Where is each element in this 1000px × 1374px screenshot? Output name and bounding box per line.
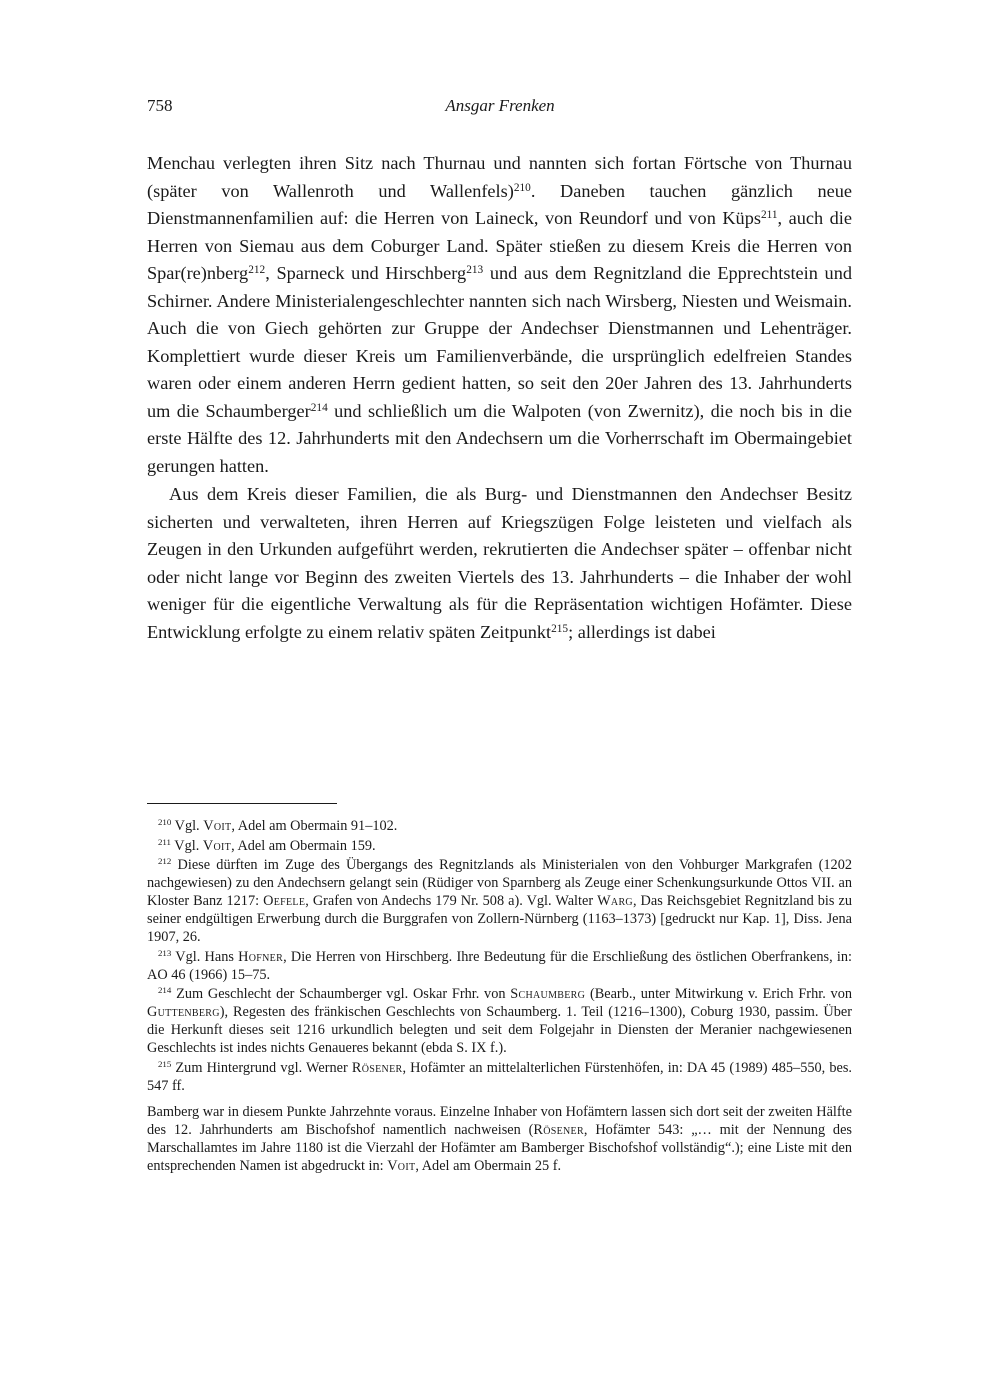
footnote-text: , Hofämter 543: „… mit der Nennung des Marschallamtes im Jahre 1180 ist die Vierzahl der Hofämter am Bamberger Bischofshof vollständig“.); eine Liste mit den entsprechenden Namen ist abgedruckt in: — [147, 1121, 852, 1174]
footnote-ref-215[interactable]: 215 — [551, 622, 569, 635]
footnotes — [147, 817, 852, 1176]
footnote-ref-214[interactable]: 214 — [310, 401, 328, 414]
footnote-ref-211[interactable]: 211 — [760, 208, 778, 221]
text-segment: ; allerdings ist dabei — [568, 621, 716, 642]
text-segment: und aus dem Regnitzland die Epprechtstein und Schirner. Andere Ministerialengeschlechter nannten sich nach Wirsberg, Niesten und Weismain. Auch die von Giech gehörten zur Gruppe der Andechser Dienstmannen und Lehenträger. Komplettiert wurde dieser Kreis um Familienverbände, die ursprünglich edelfreien Standes waren oder einem anderen Herrn gedient hatten, so seit den 20er Jahren des 13. Jahrhunderts um die Schaumberger — [147, 263, 852, 421]
text-segment: und schließlich um die Walpoten (von Zwernitz), die noch bis in die erste Hälfte des 12. Jahrhunderts mit den Andechsern um die Vorherrschaft im Obermaingebiet gerungen hatten. — [147, 400, 852, 476]
footnote-214 — [147, 985, 852, 1057]
author-name: Rösener — [351, 1059, 403, 1076]
footnote-ref-210[interactable]: 210 — [513, 181, 531, 194]
author-name: Voit — [202, 837, 232, 854]
footnote-text: , Hofämter an mittelalterlichen Fürstenhöfen, in: DA 45 (1989) 485–550, bes. 547 ff. — [147, 1059, 853, 1094]
footnote-ref-213[interactable]: 213 — [466, 263, 484, 276]
footnote-215 — [147, 1059, 852, 1095]
paragraph-2 — [147, 481, 852, 646]
footnote-text: , Adel am Obermain 159. — [231, 837, 376, 854]
text-segment: , auch die Herren von Siemau aus dem Coburger Land. Später stießen zu diesem Kreis die Herren von Spar(re)nberg — [147, 208, 852, 283]
text-segment: , Sparneck und Hirschberg — [265, 263, 467, 283]
footnote-text: , Adel am Obermain 25 f. — [415, 1157, 562, 1174]
footnote-text: (Bearb., unter Mitwirkung v. Erich Frhr. von — [585, 986, 852, 1002]
footnote-text: , Adel am Obermain 91–102. — [231, 818, 398, 834]
footnote-text: Zum Geschlecht der Schaumberger vgl. Oskar Frhr. von — [171, 986, 511, 1002]
footnote-212 — [147, 856, 852, 946]
footnote-separator — [147, 803, 337, 804]
text-segment: Aus dem Kreis dieser Familien, die als Burg- und Dienstmannen den Andechser Besitz sicherten und verwalteten, ihren Herren auf Kriegszügen Folge leisteten und vielfach als Zeugen in den Urkunden aufgeführt werden, rekrutierten die Andechser später – offenbar nicht oder nicht lange vor Beginn des zweiten Viertels des 13. Jahrhunderts – die Inhaber der wohl weniger für die eigentliche Verwaltung als für die Repräsentation wichtigen Hofämter. Diese Entwicklung erfolgte zu einem relativ späten Zeitpunkt — [147, 484, 852, 642]
footnote-number: 210 — [158, 817, 172, 828]
footnote-number: 215 — [158, 1058, 172, 1069]
footnote-text: Bamberg war in diesem Punkte Jahrzehnte voraus. Einzelne Inhaber von Hofämtern lassen sich dort seit der zweiten Hälfte des 12. Jahrhunderts am Bischofshof namentlich nachweisen ( — [147, 1103, 852, 1138]
footnote-number: 212 — [158, 856, 172, 867]
author-name: Schaumberg — [510, 986, 586, 1002]
footnote-text: , Das Reichsgebiet Regnitzland bis zu seiner endgültigen Erwerbung durch die Burggrafen von Zollern-Nürnberg (1163–1373) [gedruckt nur Kap. 1], Diss. Jena 1907, 26. — [147, 893, 852, 945]
footnote-text: Vgl. — [170, 837, 203, 854]
footnote-213 — [147, 948, 852, 984]
author-name: Voit — [387, 1157, 416, 1174]
author-name: Guttenberg — [147, 1004, 220, 1020]
author-name: Rösener — [533, 1121, 584, 1138]
footnote-number: 213 — [158, 947, 172, 958]
footnote-text: , Grafen von Andechs 179 Nr. 508 a). Vgl. Walter — [305, 893, 598, 909]
footnote-text: Zum Hintergrund vgl. Werner — [171, 1059, 352, 1076]
author-name: Oefele — [263, 893, 306, 909]
page-number: 758 — [147, 96, 173, 115]
footnote-211 — [147, 837, 852, 855]
author-name: Voit — [203, 818, 232, 834]
footnote-210 — [147, 817, 852, 835]
footnote-number: 211 — [158, 836, 171, 847]
paragraph-1 — [147, 150, 852, 480]
footnote-text: Vgl. Hans — [171, 948, 239, 965]
footnote-text: ), Regesten des fränkischen Geschlechts von Schaumberg. 1. Teil (1216–1300), Coburg 1930, passim. Über die Herkunft dieses seit 1216 urkundlich belegten und seit dem Folgejahr in Diensten der Meranier nachgewiesenen Geschlechts ist indes nichts Genaueres bekannt (ebda S. IX f.). — [147, 1004, 852, 1056]
footnote-text: , Die Herren von Hirschberg. Ihre Bedeutung für die Erschließung des östlichen Oberfrankens, in: AO 46 (1966) 15–75. — [147, 948, 852, 983]
footnote-text: Diese dürften im Zuge des Übergangs des Regnitzlands als Ministerialen von den Vohburger Markgrafen (1202 nachgewiesen) zu den Andechsern gelangt sein (Rüdiger von Sparnberg als Zeuge einer Schenkungsurkunde Ottos VII. an Kloster Banz 1217: — [147, 857, 852, 909]
footnote-continuation — [147, 1103, 852, 1175]
footnote-number: 214 — [158, 985, 172, 996]
footnote-ref-212[interactable]: 212 — [248, 263, 266, 276]
main-text — [147, 150, 852, 646]
footnote-text: Vgl. — [171, 818, 204, 834]
author-name: Warg — [597, 893, 633, 909]
text-segment: Menchau verlegten ihren Sitz nach Thurnau und nannten sich fortan Förtsche von Thurnau (später von Wallenroth und Wallenfels) — [147, 153, 852, 201]
running-head: Ansgar Frenken — [445, 96, 555, 115]
author-name: Hofner — [238, 948, 284, 965]
text-segment: . Daneben tauchen gänzlich neue Dienstmannenfamilien auf: die Herren von Laineck, von Reundorf und von Küps — [147, 180, 852, 228]
